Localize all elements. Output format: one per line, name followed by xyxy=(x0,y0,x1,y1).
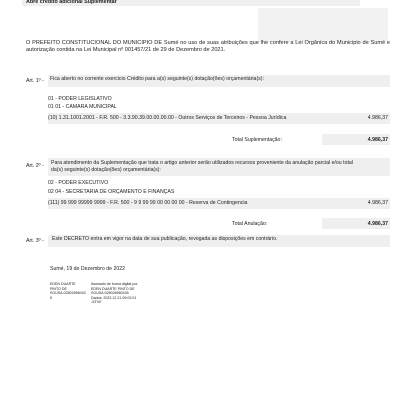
art2-org1: 02 - PODER EXECUTIVO xyxy=(48,180,109,186)
header-box xyxy=(258,8,388,42)
art1-total-label: Total Suplementação: xyxy=(232,137,282,143)
art3-label: Art. 3º - xyxy=(26,238,44,244)
art2-text-2: da(s) seguinte(s) dotação(ões) orçamentária(s): xyxy=(51,167,161,173)
art1-org1: 01 - PODER LEGISLATIVO xyxy=(48,96,112,102)
art1-dotacao-line: (10) 1.31.1001.2001 - F.R. 500 - 3.3.90.39.00.00.00.00 - Outros Serviços de Terceiros - Pessoa Jurídica xyxy=(48,115,287,121)
art1-org2: 01 01 - CAMARA MUNICIPAL xyxy=(48,104,117,110)
art1-label: Art. 1º - xyxy=(26,78,44,84)
art2-line-value: 4.986,37 xyxy=(367,200,388,206)
art2-total-label: Total Anulação: xyxy=(232,221,268,227)
art3-text: Este DECRETO entra em vigor na data de sua publicação, revogada as disposições em contrário. xyxy=(52,236,278,242)
art2-dotacao-line: (111) 99 999 99999 9999 - F.R. 500 - 9 9 99 99 00 00 00 00 - Reserva de Contingencia xyxy=(48,200,248,206)
document-title: Abre crédito adicional Suplementar xyxy=(26,0,117,5)
art2-org2: 02 04 - SECRETARIA DE ORÇAMENTO E FINANÇAS xyxy=(48,189,175,195)
signer-name: EDEN DUARTE PINTO DE SOUSA:02802896043 5 xyxy=(50,282,86,300)
art2-label: Art. 2º - xyxy=(26,163,44,169)
art2-text-1: Para atendimento da Suplementação que trata o artigo anterior serão utilizados recursos proveniente da anulação parcial e/ou total xyxy=(51,160,353,166)
intro-paragraph: O PREFEITO CONSTITUCIONAL DO MUNICIPIO DE Sumé no uso de suas atribuições que lhe confere a Lei Orgânica do Municipio de Sumé e autorização contida na Lei Municipal nº 001457/21 de 29 de Dezembro de 2021. xyxy=(26,40,390,53)
art1-text: Fica aberto no corrente exercicio Crédito para a(s) seguinte(s) dotação(ões) orçamentária(s): xyxy=(50,76,264,82)
art1-total-value: 4.986,37 xyxy=(367,137,388,143)
art2-total-value: 4.986,37 xyxy=(367,221,388,227)
digital-signature-stamp: Assinado de forma digital por EDEN DUARTE PINTO DE SOUSA:028028960435 Dados: 2022.12.21 09:02:01 -03'00' xyxy=(91,282,138,305)
art1-line-value: 4.986,37 xyxy=(367,115,388,121)
date-line: Sumé, 19 de Dezembro de 2022 xyxy=(50,266,125,272)
